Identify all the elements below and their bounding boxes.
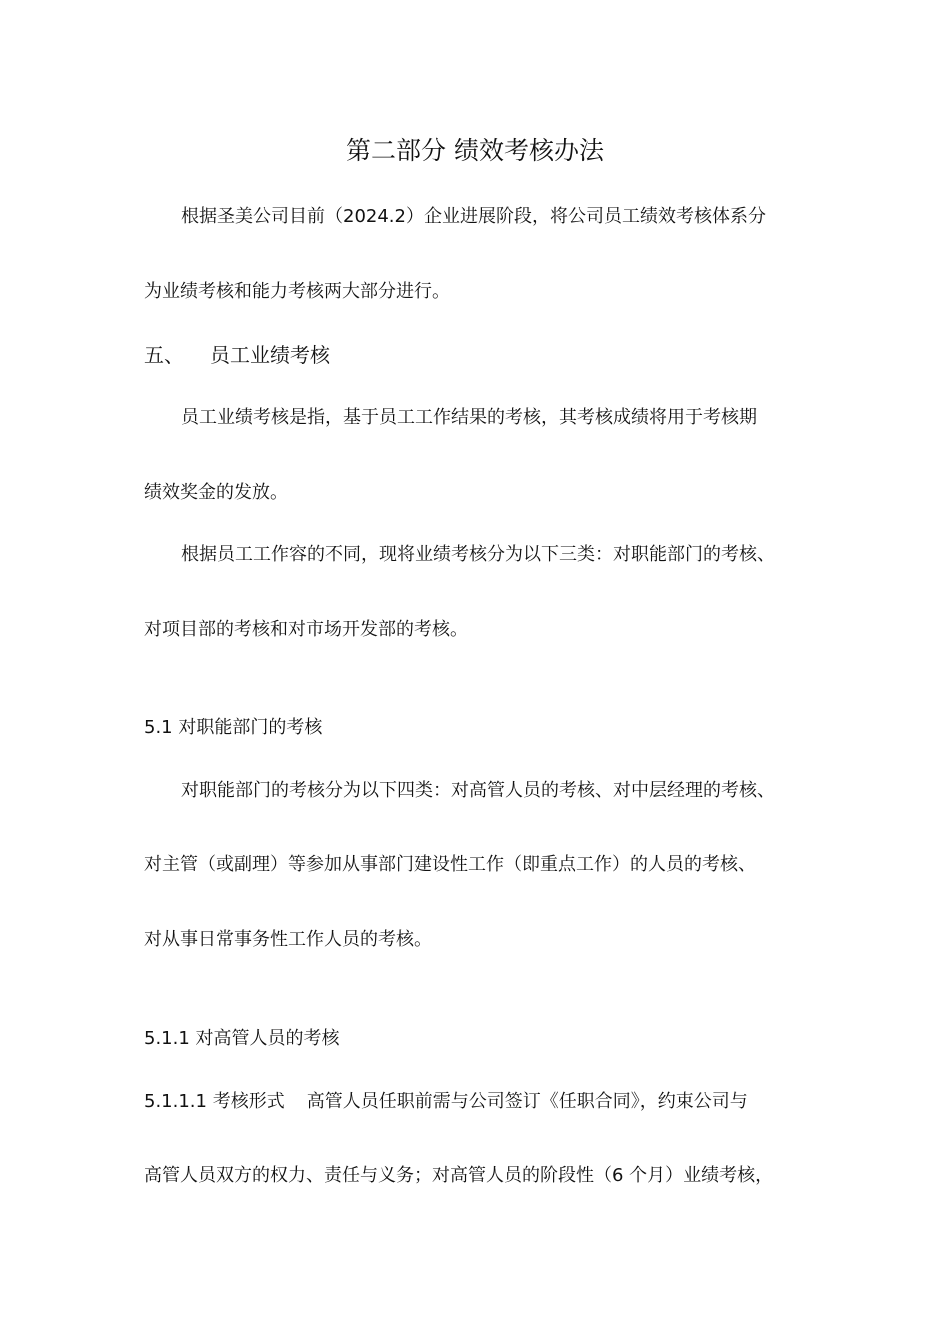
section-5-para1-line-2: 绩效奖金的发放。: [144, 482, 288, 503]
section-5-1-heading: 5.1 对职能部门的考核: [144, 717, 323, 738]
section-5-number: 五、: [144, 343, 184, 367]
section-5-title: 员工业绩考核: [210, 343, 330, 367]
section-5-1-para-line-3: 对从事日常事务性工作人员的考核。: [144, 929, 432, 950]
section-5-1-1-1-line-2: 高管人员双方的权力、责任与义务；对高管人员的阶段性（6 个月）业绩考核，: [144, 1165, 774, 1186]
intro-line-2: 为业绩考核和能力考核两大部分进行。: [144, 281, 450, 302]
section-5-1-1-heading: 5.1.1 对高管人员的考核: [144, 1028, 340, 1049]
section-5-1-1-1-title: 5.1.1.1 考核形式: [144, 1091, 285, 1112]
section-5-para1-line-1: 员工业绩考核是指，基于员工工作结果的考核，其考核成绩将用于考核期: [181, 407, 757, 428]
section-5-1-para-line-2: 对主管（或副理）等参加从事部门建设性工作（即重点工作）的人员的考核、: [144, 854, 756, 875]
section-5-para2-line-2: 对项目部的考核和对市场开发部的考核。: [144, 619, 468, 640]
section-5-para2-line-1: 根据员工工作容的不同，现将业绩考核分为以下三类：对职能部门的考核、: [181, 544, 775, 565]
section-5-1-1-1-line-1: [144, 1090, 748, 1114]
document-title: 第二部分 绩效考核办法: [346, 136, 604, 165]
section-5-1-para-line-1: 对职能部门的考核分为以下四类：对高管人员的考核、对中层经理的考核、: [181, 780, 775, 801]
intro-line-1: 根据圣美公司目前（2024.2）企业进展阶段，将公司员工绩效考核体系分: [181, 206, 766, 227]
section-5-1-1-1-text: 高管人员任职前需与公司签订《任职合同》，约束公司与: [306, 1091, 748, 1112]
